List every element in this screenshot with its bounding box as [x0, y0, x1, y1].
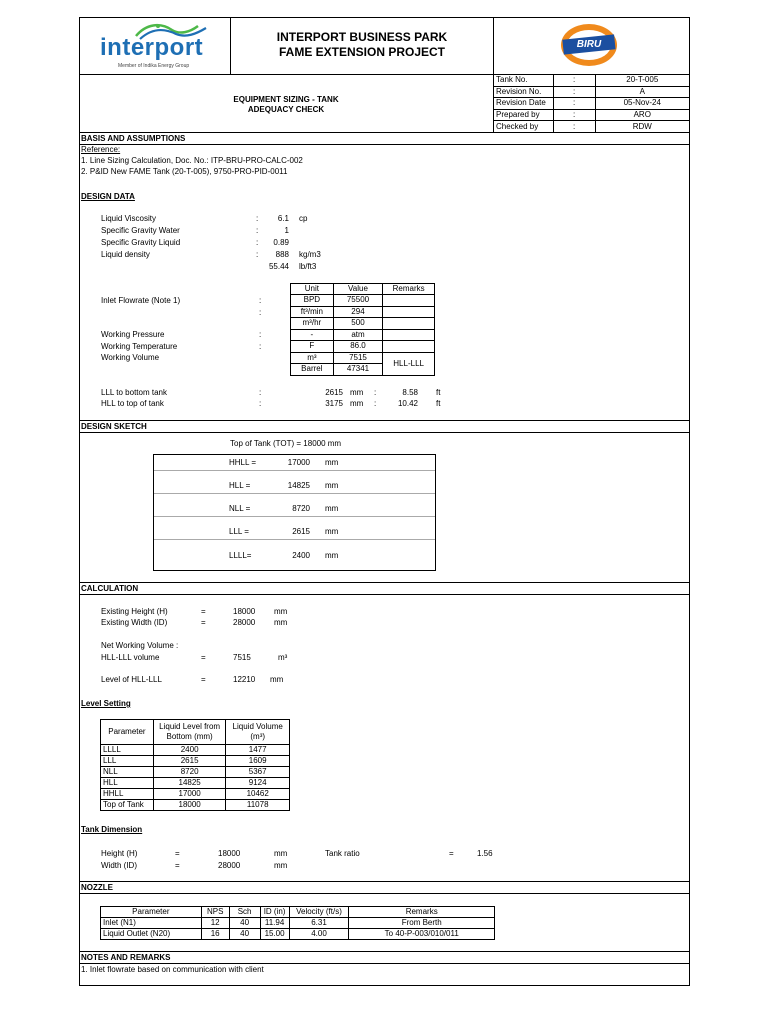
- section-line-calc: [79, 582, 690, 583]
- dd-unit-cell: m³/hr: [291, 318, 334, 330]
- level-setting-table: [100, 719, 290, 811]
- col-remarks: Remarks: [383, 284, 435, 295]
- calculation-heading: CALCULATION: [81, 584, 139, 593]
- interport-logo: [98, 20, 223, 70]
- dd-value-cell: 294: [333, 306, 383, 318]
- pressure-colon: :: [259, 330, 262, 339]
- sketch-level-value: 2615: [292, 527, 310, 536]
- info-colon: :: [553, 75, 595, 87]
- note-1: 1. Inlet flowrate based on communication with client: [81, 965, 264, 974]
- col-value: Value: [333, 284, 383, 295]
- dd-value-cell: 7515: [333, 352, 383, 364]
- design-data-table-row: [291, 295, 435, 307]
- inlet-colon-2: :: [259, 308, 262, 317]
- ls-col-parameter: Parameter: [101, 720, 154, 745]
- td-height-unit: mm: [274, 849, 288, 858]
- section-line-notes: [79, 951, 690, 952]
- info-value: 20-T-005: [595, 75, 689, 87]
- ls-level-cell: 18000: [153, 800, 226, 811]
- dd-unit-cell: BPD: [291, 295, 334, 307]
- dd-unit-cell: -: [291, 329, 334, 341]
- nz-nps-cell: 12: [201, 918, 229, 929]
- dd-remarks-cell: HLL-LLL: [383, 352, 435, 375]
- nz-param-cell: Inlet (N1): [101, 918, 202, 929]
- sketch-level-name: HHLL =: [229, 458, 257, 467]
- sketch-level-value: 2400: [292, 551, 310, 560]
- calc-height-unit: mm: [274, 607, 288, 616]
- td-width-unit: mm: [274, 861, 288, 870]
- ls-level-cell: 8720: [153, 767, 226, 778]
- design-data-value: 6.1: [277, 214, 289, 223]
- level-setting-row: [101, 800, 290, 811]
- info-value: ARO: [595, 109, 689, 121]
- ls-volume-cell: 9124: [226, 778, 290, 789]
- info-colon: :: [553, 86, 595, 98]
- hll-row-ft-unit: ft: [436, 399, 441, 408]
- section-line-nozzle: [79, 881, 690, 882]
- dd-remarks-cell: [383, 329, 435, 341]
- sketch-level-unit: mm: [325, 481, 339, 490]
- ls-level-cell: 17000: [153, 789, 226, 800]
- tank-ratio-eq: =: [449, 849, 454, 858]
- design-data-table-row: [291, 341, 435, 353]
- tank-dimension-heading: Tank Dimension: [81, 825, 143, 834]
- ls-volume-cell: 10462: [226, 789, 290, 800]
- reference-1: 1. Line Sizing Calculation, Doc. No.: ITP-BRU-PRO-CALC-002: [81, 156, 303, 165]
- reference-heading: Reference:: [81, 145, 121, 154]
- col-unit: Unit: [291, 284, 334, 295]
- nozzle-row: [101, 918, 495, 929]
- dd-remarks-cell: [383, 306, 435, 318]
- ls-level-cell: 2615: [153, 756, 226, 767]
- ls-col-volume: Liquid Volume (m³): [226, 720, 290, 745]
- info-label: Revision No.: [494, 86, 554, 98]
- sketch-level-unit: mm: [325, 458, 339, 467]
- doc-title-line2: ADEQUACY CHECK: [247, 105, 325, 114]
- level-setting-row: [101, 756, 290, 767]
- dd-value-cell: atm: [333, 329, 383, 341]
- nz-id-cell: 11.94: [260, 918, 289, 929]
- calc-width-unit: mm: [274, 618, 288, 627]
- design-data-value: 0.89: [273, 238, 289, 247]
- info-colon: :: [553, 98, 595, 110]
- reference-2: 2. P&ID New FAME Tank (20-T-005), 9750-PRO-PID-0011: [81, 167, 288, 176]
- sketch-level-unit: mm: [325, 551, 339, 560]
- dd-remarks-cell: [383, 295, 435, 307]
- dd-unit-cell: ft³/min: [291, 306, 334, 318]
- calc-height-eq: =: [201, 607, 206, 616]
- ls-volume-cell: 5367: [226, 767, 290, 778]
- design-data-heading: DESIGN DATA: [81, 192, 135, 201]
- info-row: [494, 121, 690, 133]
- info-label: Revision Date: [494, 98, 554, 110]
- nz-col-nps: NPS: [201, 907, 229, 918]
- dd-value-cell: 75500: [333, 295, 383, 307]
- net-working-volume-label: Net Working Volume :: [101, 641, 179, 650]
- level-setting-row: [101, 767, 290, 778]
- ls-param-cell: NLL: [101, 767, 154, 778]
- info-label: Prepared by: [494, 109, 554, 121]
- level-hll-lll-value: 12210: [233, 675, 256, 684]
- design-data-value: 1: [284, 226, 289, 235]
- design-data-value: 55.44: [268, 262, 289, 271]
- design-data-table-row: [291, 318, 435, 330]
- nozzle-table: [100, 906, 495, 940]
- hll-row-ft: 10.42: [397, 399, 418, 408]
- hll-lll-volume-label: HLL-LLL volume: [101, 653, 160, 662]
- ls-param-cell: LLL: [101, 756, 154, 767]
- biru-logo: [560, 23, 618, 67]
- level-hll-lll-unit: mm: [270, 675, 284, 684]
- nz-param-cell: Liquid Outlet (N20): [101, 929, 202, 940]
- nz-col-parameter: Parameter: [101, 907, 202, 918]
- sketch-level-value: 17000: [287, 458, 310, 467]
- td-height-label: Height (H): [101, 849, 138, 858]
- td-height-value: 18000: [218, 849, 241, 858]
- hll-row-mm-unit: mm: [350, 399, 364, 408]
- hll-row-colon2: :: [374, 399, 377, 408]
- dd-value-cell: 86.0: [333, 341, 383, 353]
- td-height-eq: =: [175, 849, 180, 858]
- sketch-level-name: LLLL=: [229, 551, 252, 560]
- design-data-label: Liquid Viscosity: [101, 214, 156, 223]
- working-pressure-label: Working Pressure: [101, 330, 165, 339]
- hll-lll-volume-unit: m³: [278, 653, 288, 662]
- nz-col-remarks: Remarks: [349, 907, 495, 918]
- hll-row-mm: 3175: [325, 399, 343, 408]
- calc-width-label: Existing Width (ID): [101, 618, 168, 627]
- sketch-level-value: 8720: [292, 504, 310, 513]
- tank-ratio-label: Tank ratio: [325, 849, 360, 858]
- nz-vel-cell: 4.00: [289, 929, 349, 940]
- nozzle-row: [101, 929, 495, 940]
- lll-row-colon2: :: [374, 388, 377, 397]
- ls-col-level: Liquid Level from Bottom (mm): [153, 720, 226, 745]
- working-volume-label: Working Volume: [101, 353, 160, 362]
- ls-param-cell: HHLL: [101, 789, 154, 800]
- info-colon: :: [553, 109, 595, 121]
- doc-info-table: [493, 74, 690, 133]
- ls-volume-cell: 1477: [226, 745, 290, 756]
- level-hll-lll-label: Level of HLL-LLL: [101, 675, 162, 684]
- td-width-eq: =: [175, 861, 180, 870]
- design-data-value: 888: [275, 250, 289, 259]
- sketch-level-line: [154, 516, 435, 517]
- temperature-colon: :: [259, 342, 262, 351]
- td-width-value: 28000: [218, 861, 241, 870]
- td-width-label: Width (ID): [101, 861, 137, 870]
- tank-ratio-value: 1.56: [477, 849, 493, 858]
- calc-width-eq: =: [201, 618, 206, 627]
- level-setting-row: [101, 745, 290, 756]
- biru-logo-text: BIRU: [576, 39, 602, 50]
- dd-unit-cell: Barrel: [291, 364, 334, 376]
- top-of-tank-label: Top of Tank (TOT) = 18000 mm: [230, 439, 342, 448]
- design-data-table-row: [291, 306, 435, 318]
- info-row: [494, 109, 690, 121]
- dd-unit-cell: m³: [291, 352, 334, 364]
- dd-remarks-cell: [383, 341, 435, 353]
- inlet-colon: :: [259, 296, 262, 305]
- calc-height-label: Existing Height (H): [101, 607, 168, 616]
- ls-level-cell: 2400: [153, 745, 226, 756]
- nozzle-heading: NOZZLE: [81, 883, 113, 892]
- design-data-colon: :: [256, 250, 259, 259]
- nz-nps-cell: 16: [201, 929, 229, 940]
- sketch-level-name: HLL =: [229, 481, 251, 490]
- inlet-flowrate-label: Inlet Flowrate (Note 1): [101, 296, 181, 305]
- info-label: Tank No.: [494, 75, 554, 87]
- lll-row-ft: 8.58: [402, 388, 418, 397]
- info-value: RDW: [595, 121, 689, 133]
- interport-logo-text: interport: [100, 34, 204, 61]
- sketch-level-name: LLL =: [229, 527, 249, 536]
- design-data-unit: kg/m3: [299, 250, 321, 259]
- design-data-colon: :: [256, 214, 259, 223]
- info-value: A: [595, 86, 689, 98]
- ls-volume-cell: 1609: [226, 756, 290, 767]
- design-data-unit: cp: [299, 214, 308, 223]
- notes-heading: NOTES AND REMARKS: [81, 953, 171, 962]
- hll-row-label: HLL to top of tank: [101, 399, 164, 408]
- nz-id-cell: 15.00: [260, 929, 289, 940]
- ls-volume-cell: 11078: [226, 800, 290, 811]
- nz-col-id: ID (in): [260, 907, 289, 918]
- dd-value-cell: 500: [333, 318, 383, 330]
- doc-title-line1: EQUIPMENT SIZING - TANK: [233, 95, 339, 104]
- info-value: 05-Nov-24: [595, 98, 689, 110]
- level-setting-row: [101, 789, 290, 800]
- hll-lll-volume-eq: =: [201, 653, 206, 662]
- ls-param-cell: LLLL: [101, 745, 154, 756]
- design-data-colon: :: [256, 226, 259, 235]
- lll-row-mm: 2615: [325, 388, 343, 397]
- working-temperature-label: Working Temperature: [101, 342, 178, 351]
- ls-param-cell: HLL: [101, 778, 154, 789]
- hll-lll-volume-value: 7515: [233, 653, 251, 662]
- sketch-level-unit: mm: [325, 504, 339, 513]
- sketch-level-line: [154, 539, 435, 540]
- design-data-label: Specific Gravity Water: [101, 226, 180, 235]
- nz-sch-cell: 40: [229, 929, 260, 940]
- section-line-sketch-under: [79, 432, 690, 433]
- sketch-level-name: NLL =: [229, 504, 251, 513]
- dd-unit-cell: F: [291, 341, 334, 353]
- nz-remarks-cell: To 40-P-003/010/011: [349, 929, 495, 940]
- design-data-unit: lb/ft3: [299, 262, 317, 271]
- design-data-label: Specific Gravity Liquid: [101, 238, 181, 247]
- sketch-level-value: 14825: [287, 481, 310, 490]
- dd-value-cell: 47341: [333, 364, 383, 376]
- level-setting-heading: Level Setting: [81, 699, 131, 708]
- design-data-table-row: [291, 352, 435, 364]
- nz-remarks-cell: From Berth: [349, 918, 495, 929]
- lll-row-ft-unit: ft: [436, 388, 441, 397]
- section-line-calc-under: [79, 594, 690, 595]
- level-setting-row: [101, 778, 290, 789]
- basis-heading: BASIS AND ASSUMPTIONS: [81, 134, 186, 143]
- lll-row-label: LLL to bottom tank: [101, 388, 167, 397]
- ls-level-cell: 14825: [153, 778, 226, 789]
- info-colon: :: [553, 121, 595, 133]
- design-sketch-heading: DESIGN SKETCH: [81, 422, 147, 431]
- sketch-level-line: [154, 470, 435, 471]
- nz-sch-cell: 40: [229, 918, 260, 929]
- nz-col-sch: Sch: [229, 907, 260, 918]
- page-title-line2: FAME EXTENSION PROJECT: [278, 45, 446, 59]
- design-data-colon: :: [256, 238, 259, 247]
- lll-row-mm-unit: mm: [350, 388, 364, 397]
- section-line-nozzle-under: [79, 893, 690, 894]
- design-data-table-row: [291, 329, 435, 341]
- section-line-basis-under: [79, 144, 690, 145]
- page-title-line1: INTERPORT BUSINESS PARK: [276, 30, 448, 44]
- ls-param-cell: Top of Tank: [101, 800, 154, 811]
- info-row: [494, 75, 690, 87]
- design-data-table: [290, 283, 435, 376]
- info-label: Checked by: [494, 121, 554, 133]
- sketch-level-line: [154, 493, 435, 494]
- hll-row-colon: :: [259, 399, 262, 408]
- lll-row-colon: :: [259, 388, 262, 397]
- section-line-notes-under: [79, 963, 690, 964]
- header-divider-right: [493, 17, 494, 74]
- info-row: [494, 98, 690, 110]
- nz-vel-cell: 6.31: [289, 918, 349, 929]
- section-line-sketch: [79, 420, 690, 421]
- dd-remarks-cell: [383, 318, 435, 330]
- nz-col-velocity: Velocity (ft/s): [289, 907, 349, 918]
- design-data-label: Liquid density: [101, 250, 150, 259]
- level-hll-lll-eq: =: [201, 675, 206, 684]
- calc-height-value: 18000: [233, 607, 256, 616]
- info-row: [494, 86, 690, 98]
- interport-tagline: Member of Indika Energy Group: [118, 63, 190, 69]
- sketch-level-unit: mm: [325, 527, 339, 536]
- calc-width-value: 28000: [233, 618, 256, 627]
